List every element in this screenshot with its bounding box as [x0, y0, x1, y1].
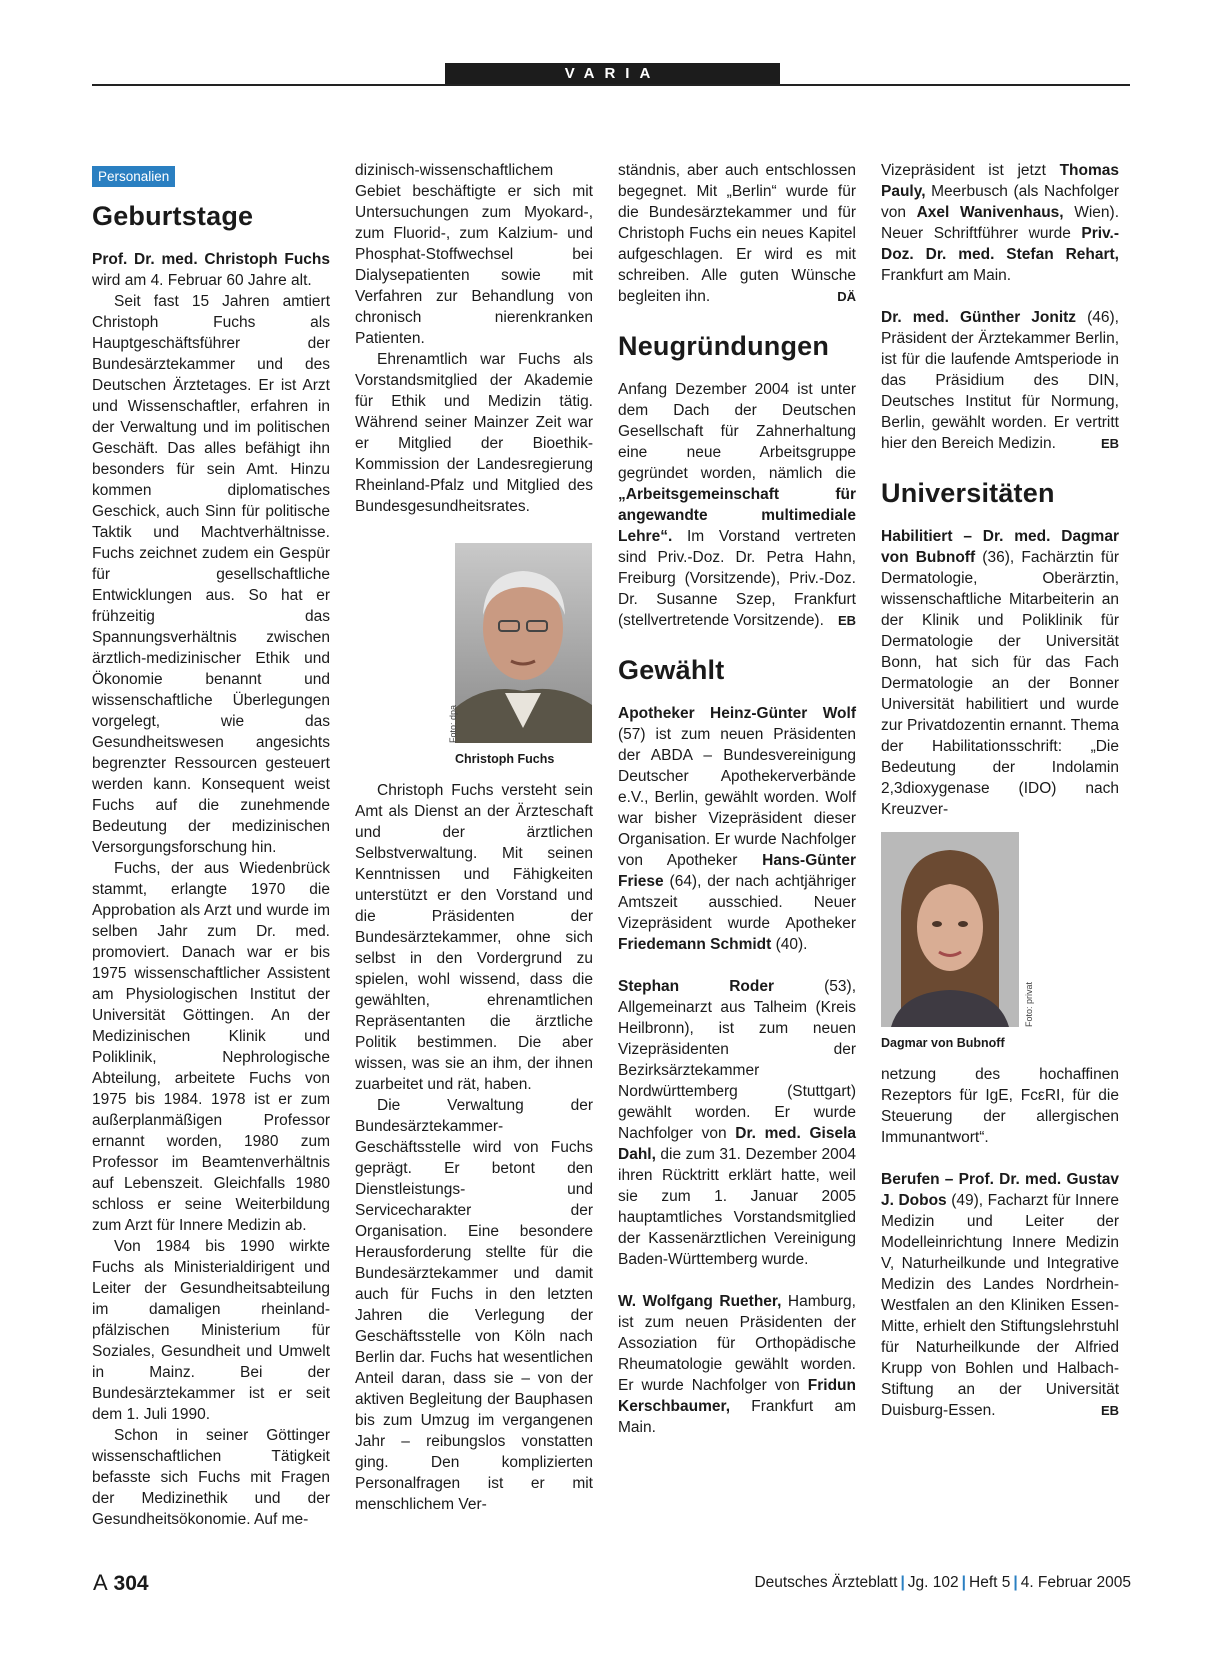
bold-text: Dr. med. Günther Jonitz — [881, 309, 1077, 326]
paragraph: dizinisch-wissenschaftlichem Gebiet beschäftigte er sich mit Untersuchungen zum Myokard-, zum Fluorid-, zum Kalzium- und Phosphat-Stoffwechsel bei Dialysepatienten sowie mit Verfahren zur Behandlung von chronisch nierenkranken Patienten. — [355, 162, 593, 347]
portrait-photo-fuchs — [448, 543, 592, 743]
author-signature: DÄ — [837, 289, 856, 304]
paragraph — [881, 526, 1119, 820]
bold-text: W. Wolfgang Ruether, — [618, 1293, 782, 1310]
portrait-image — [455, 543, 592, 743]
bold-text: Priv.-Doz. Dr. med. Stefan Rehart, — [881, 225, 1119, 263]
bold-text: „Arbeitsgemeinschaft für angewandte multimediale Lehre“. — [618, 486, 856, 545]
column-3 — [618, 160, 856, 1438]
bold-text: Friedemann Schmidt — [618, 936, 772, 953]
bold-text: Berufen – Prof. Dr. med. Gustav J. Dobos — [881, 1171, 1119, 1209]
text: (53), Allgemeinarzt aus Talheim (Kreis Heilbronn), ist zum neuen Vizepräsidenten der Bezirksärztekammer Nordwürttemberg (Stuttgart) gewählt worden. Er wurde Nachfolger von — [618, 978, 856, 1142]
text: Wien). Neuer Schriftführer wurde — [881, 204, 1119, 242]
paragraph: Ehrenamtlich war Fuchs als Vorstandsmitglied der Akademie für Ethik und Medizin tätig. Während seiner Mainzer Zeit war er Mitglied der Bioethik-Kommission der Landesregierung Rheinland-Pfalz und Mitglied des Bundesgesundheitsrates. — [355, 351, 593, 515]
portrait-image — [881, 832, 1019, 1027]
photo-caption: Dagmar von Bubnoff — [881, 1036, 1005, 1050]
bold-text: Dr. med. Gisela Dahl, — [618, 1125, 856, 1163]
category-tag: Personalien — [92, 166, 175, 187]
journal-info: Deutsches Ärzteblatt | Jg. 102 | Heft 5 | 4. Februar 2005 — [754, 1574, 1131, 1591]
text: (57) ist zum neuen Präsidenten der ABDA – Bundesvereinigung Deutscher Apothekerverbände e.V., Berlin, gewählt worden. Wolf war bisher Vizepräsident dieser Organisation. Er wurde Nachfolger von Apotheker — [618, 726, 856, 869]
paragraph-text: ständnis, aber auch entschlossen begegnet. Mit „Berlin“ wurde für die Bundesärztekammer und für Christoph Fuchs ein neues Kapitel aufgeschlagen. Er wird es mit schreiben. Alle guten Wünsche begleiten ihn. — [618, 162, 856, 305]
lead-text: wird am 4. Februar 60 Jahre alt. — [92, 272, 312, 289]
text: Im Vorstand vertreten sind Priv.-Doz. Dr. Petra Hahn, Freiburg (Vorsitzende), Priv.-Doz. Dr. Susanne Szep, Frankfurt (stellvertretende Vorsitzende). — [618, 528, 856, 629]
text: Meerbusch (als Nachfolger von — [881, 183, 1119, 221]
heading-neugruendungen: Neugründungen — [618, 331, 830, 361]
section-label: VARIA — [445, 63, 780, 85]
lead-name: Prof. Dr. med. Christoph Fuchs — [92, 251, 330, 268]
bold-text: Habilitiert – Dr. med. Dagmar von Bubnoff — [881, 528, 1119, 566]
author-signature: EB — [1100, 1403, 1119, 1418]
text: (49), Facharzt für Innere Medizin und Leiter der Modelleinrichtung Innere Medizin V, Naturheilkunde und Integrative Medizin des Landes Nordrhein-Westfalen an den Kliniken Essen-Mitte, erhielt den Stiftungslehrstuhl für Naturheilkunde der Alfried Krupp von Bohlen und Halbach-Stiftung an der Universität Duisburg-Essen. — [881, 1192, 1120, 1419]
photo-caption: Christoph Fuchs — [455, 752, 555, 766]
paragraph: Von 1984 bis 1990 wirkte Fuchs als Ministerialdirigent und Leiter der Gesundheitsabteilung im damaligen rheinland-pfälzischen Ministerium für Soziales, Gesundheit und Umwelt in Mainz. Bei der Bundesärztekammer ist er seit dem 1. Juli 1990. — [92, 1238, 330, 1423]
text: die zum 31. Dezember 2004 ihren Rücktritt erklärt hatte, weil sie zum 1. Januar 2005 hauptamtliches Vorstandsmitglied der Kassenärztlichen Vereinigung Baden-Württemberg wurde. — [618, 1146, 856, 1268]
heading-universitaeten: Universitäten — [881, 478, 1055, 508]
bold-text: Thomas Pauly, — [881, 162, 1119, 200]
bold-text: Stephan Roder — [618, 978, 775, 995]
page-number-value: 304 — [113, 1572, 149, 1595]
journal-date: 4. Februar 2005 — [1020, 1574, 1131, 1591]
paragraph — [881, 307, 1119, 454]
photo-credit: Foto: privat — [1024, 981, 1034, 1027]
heading-gewaehlt: Gewählt — [618, 655, 725, 685]
lead-paragraph — [92, 249, 330, 291]
text: (36), Fachärztin für Dermatologie, Oberärztin, wissenschaftliche Mitarbeiterin an der Klinik und Poliklinik für Dermatologie der Universität Bonn, hat sich für das Fach Dermatologie an der Bonner Universität habilitiert und wurde zur Privatdozentin ernannt. Thema der Habilitationsschrift: „Die Bedeutung der Indolamin 2,3dioxygenase (IDO) nach Kreuzver- — [881, 549, 1119, 818]
bold-text: Axel Wanivenhaus, — [916, 204, 1064, 221]
bold-text: Apotheker Heinz-Günter Wolf — [618, 705, 856, 722]
paragraph — [618, 379, 856, 631]
column-2 — [355, 160, 593, 1515]
paragraph — [618, 976, 856, 1270]
column-1 — [92, 160, 330, 1530]
author-signature: EB — [837, 613, 856, 628]
photo-credit: Foto: dpa — [448, 704, 458, 743]
column-4 — [881, 160, 1119, 1421]
text: Anfang Dezember 2004 ist unter dem Dach der Deutschen Gesellschaft für Zahnerhaltung eine neue Arbeitsgruppe gegründet worden, nämlich die — [618, 381, 856, 482]
paragraph: Schon in seiner Göttinger wissenschaftlichen Tätigkeit befasste sich Fuchs mit Fragen der Medizinethik und der Gesundheitsökonomie. Auf me- — [92, 1427, 330, 1528]
paragraph: Fuchs, der aus Wiedenbrück stammt, erlangte 1970 die Approbation als Arzt und wurde im selben Jahr zum Dr. med. promoviert. Danach war er bis 1975 wissenschaftlicher Assistent am Physiologischen Institut der Universität Göttingen. An der Medizinischen Klinik und Poliklinik, Nephrologische Abteilung, arbeitete Fuchs von 1975 bis 1984. 1978 ist er zum außerplanmäßigen Professor ernannt worden, 1980 zum Professor im Beamtenverhältnis auf Lebenszeit. Gleichfalls 1980 schloss er seine Weiterbildung zum Arzt für Innere Medizin ab. — [92, 860, 330, 1234]
text: Vizepräsident ist jetzt — [881, 162, 1060, 179]
paragraph: Christoph Fuchs versteht sein Amt als Dienst an der Ärzteschaft und der ärztlichen Selbstverwaltung. Mit seinen Kenntnissen und Fähigkeiten unterstützt er den Vorstand und die Präsidenten der Bundesärztekammer, ohne sich selbst in den Vordergrund zu spielen, wohl wissend, dass die gewählten, ehrenamtlichen Repräsentanten die ärztliche Politik bestimmen. Die aber wissen, was sie an ihm, der ihnen zuarbeitet und rät, haben. — [355, 782, 593, 1093]
bold-text: Hans-Günter Friese — [618, 852, 856, 890]
header-rule — [92, 84, 1130, 86]
paragraph: netzung des hochaffinen Rezeptors für IgE, FcεRI, für die Steuerung der allergischen Immunantwort“. — [881, 1066, 1119, 1146]
paragraph: Seit fast 15 Jahren amtiert Christoph Fuchs als Hauptgeschäftsführer der Bundesärztekammer und des Deutschen Ärztetages. Er ist Arzt und Wissenschaftler, erfahren in der Verwaltung und im politischen Geschäft. Das alles befähigt ihn besonders für sein Amt. Hinzu kommen diplomatisches Geschick, auch Sinn für politische Taktik und Machtverhältnisse. Fuchs zeichnet zudem ein Gespür für gesellschaftliche Entwicklungen aus. So hat er frühzeitig das Spannungsverhältnis zwischen ärztlich-medizinischer Ethik und Ökonomie benannt und wissenschaftliche Überlegungen vorgelegt, wie das Gesundheitswesen angesichts begrenzter Ressourcen gesteuert werden kann. Konsequent weist Fuchs auf die zunehmende Bedeutung der medizinischen Versorgungsforschung hin. — [92, 293, 330, 856]
photo-figure-fuchs — [355, 543, 593, 770]
page-number — [93, 1570, 149, 1596]
bold-text: Fridun Kerschbaumer, — [618, 1377, 856, 1415]
author-signature: EB — [1100, 436, 1119, 451]
journal-volume: Jg. 102 — [907, 1574, 959, 1591]
photo-figure-bubnoff — [881, 832, 1119, 1054]
text: Hamburg, ist zum neuen Präsidenten der Assoziation für Orthopädische Rheumatologie gewählt worden. Er wurde Nachfolger von — [618, 1293, 856, 1394]
journal-name: Deutsches Ärzteblatt — [754, 1574, 898, 1591]
portrait-photo-bubnoff — [881, 832, 1034, 1027]
page-prefix: A — [93, 1570, 108, 1595]
text: (46), Präsident der Ärztekammer Berlin, ist für die laufende Amtsperiode in das Präsidium des DIN, Deutsches Institut für Normung, Berlin, gewählt worden. Er vertritt hier den Bereich Medizin. — [881, 309, 1119, 452]
paragraph — [881, 1169, 1119, 1421]
journal-issue: Heft 5 — [969, 1574, 1011, 1591]
paragraph — [618, 1291, 856, 1438]
paragraph — [618, 703, 856, 955]
paragraph: Die Verwaltung der Bundesärztekammer-Geschäftsstelle wird von Fuchs geprägt. Er betont den Dienstleistungs- und Servicecharakter der Organisation. Eine besondere Herausforderung stellte für die Bundesärztekammer und damit auch für Fuchs in den letzten Jahren die Verlegung der Geschäftsstelle von Köln nach Berlin dar. Fuchs hat wesentlichen Anteil daran, dass sie – von der aktiven Begleitung der Bauphasen bis zum Umzug im vergangenen Jahr – reibungslos vonstatten ging. Den komplizierten Personalfragen ist er mit menschlichem Ver- — [355, 1097, 593, 1513]
paragraph — [618, 160, 856, 307]
paragraph — [881, 160, 1119, 286]
text: (64), der nach achtjähriger Amtszeit ausschied. Neuer Vizepräsident wurde Apotheker — [618, 873, 856, 932]
heading-geburtstage: Geburtstage — [92, 201, 254, 231]
text: Frankfurt am Main. — [881, 267, 1012, 284]
text: Frankfurt am Main. — [618, 1398, 856, 1436]
text: (40). — [771, 936, 808, 953]
